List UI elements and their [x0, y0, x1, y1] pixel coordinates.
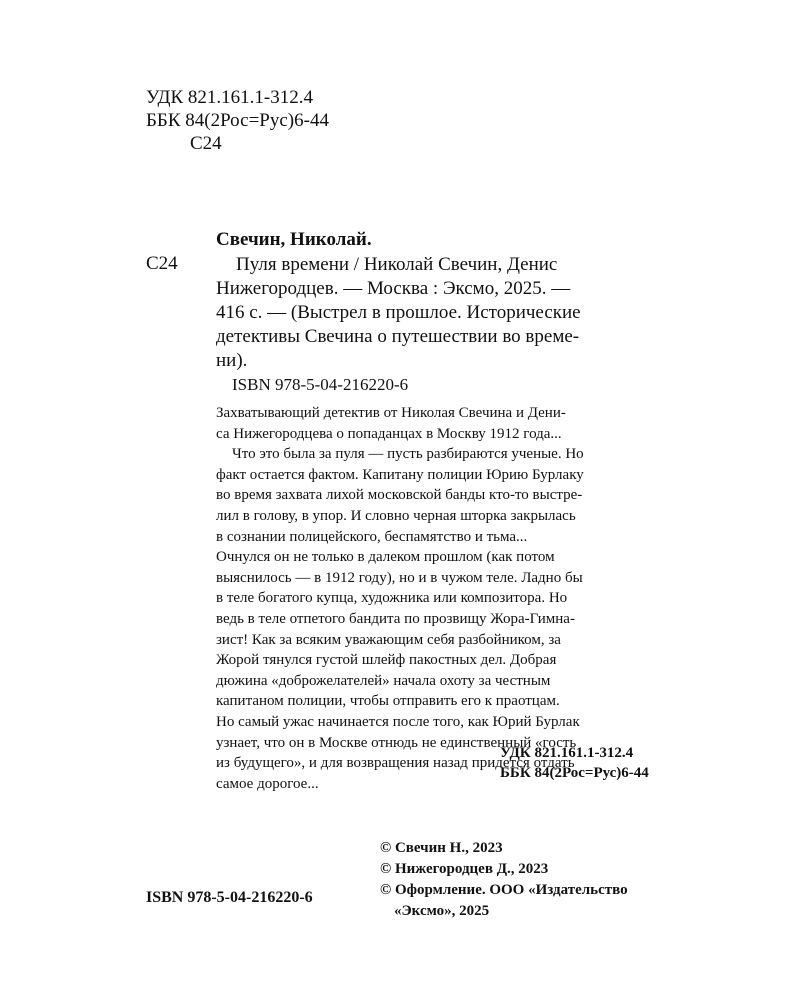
copyright-line: © Оформление. ООО «Издательство: [380, 882, 628, 898]
bibliographic-description: [216, 253, 696, 373]
annotation-line: Что это была за пуля — пусть разбираются ученые. Но: [232, 446, 584, 463]
bib-line: Пуля времени / Николай Свечин, Денис: [236, 254, 558, 275]
annotation-line: из будущего», и для возвращения назад придется отдать: [216, 755, 575, 772]
annotation-line: капитаном полиции, чтобы отправить его к праотцам.: [216, 693, 560, 710]
annotation-line: дюжина «доброжелателей» начала охоту за честным: [216, 672, 551, 689]
classification-codes: [146, 86, 329, 155]
copyright-line: © Нижегородцев Д., 2023: [380, 861, 549, 877]
bib-line: 416 с. — (Выстрел в прошлое. Исторические: [216, 302, 581, 323]
annotation-text: [216, 403, 696, 794]
bbk-code: ББК 84(2Рос=Рус)6-44: [146, 110, 329, 131]
author-sign-code: С24: [146, 253, 178, 274]
bib-line: ни).: [216, 350, 248, 371]
annotation-line: самое дорогое...: [216, 775, 319, 792]
annotation-line: ведь в теле отпетого бандита по прозвищу Жора-Гимна-: [216, 610, 575, 627]
annotation-line: Но самый ужас начинается после того, как Юрий Бурлак: [216, 713, 580, 730]
author-heading: Свечин, Николай.: [216, 229, 372, 250]
annotation-line: са Нижегородцева о попаданцах в Москву 1912 года...: [216, 425, 562, 442]
bbk-code-bottom: ББК 84(2Рос=Рус)6-44: [500, 765, 649, 781]
annotation-line: узнает, что он в Москве отнюдь не единственный «гость: [216, 734, 577, 751]
copyright-line: © Свечин Н., 2023: [380, 840, 503, 856]
author-sign: С24: [190, 133, 222, 154]
udk-code: УДК 821.161.1-312.4: [146, 87, 313, 108]
isbn-top: ISBN 978-5-04-216220-6: [232, 375, 409, 394]
bib-line: Нижегородцев. — Москва : Эксмо, 2025. —: [216, 278, 571, 299]
bib-line: детективы Свечина о путешествии во време-: [216, 326, 580, 347]
annotation-line: выяснилось — в 1912 году), но и в чужом теле. Ладно бы: [216, 569, 583, 586]
annotation-line: Захватывающий детектив от Николая Свечина и Дени-: [216, 405, 566, 421]
copyright-line: «Эксмо», 2025: [394, 903, 490, 919]
annotation-line: в сознании полицейского, беспамятство и тьма...: [216, 528, 528, 545]
annotation-line: Очнулся он не только в далеком прошлом (как потом: [216, 549, 555, 566]
udk-code-bottom: УДК 821.161.1-312.4: [500, 745, 634, 761]
annotation-line: Жорой тянулся густой шлейф пакостных дел. Добрая: [216, 652, 557, 669]
copyright-block: [380, 838, 628, 922]
annotation-line: зист! Как за всяким уважающим себя разбойником, за: [216, 631, 561, 648]
annotation-line: лил в голову, в упор. И словно черная шторка закрылась: [216, 507, 576, 524]
annotation-line: факт остается фактом. Капитану полиции Юрию Бурлаку: [216, 466, 584, 483]
classification-codes-bottom: [500, 743, 649, 783]
annotation-line: во время захвата лихой московской банды кто-то выстре-: [216, 487, 583, 504]
annotation-line: в теле богатого купца, художника или композитора. Но: [216, 590, 568, 607]
isbn-bottom: ISBN 978-5-04-216220-6: [146, 889, 313, 906]
